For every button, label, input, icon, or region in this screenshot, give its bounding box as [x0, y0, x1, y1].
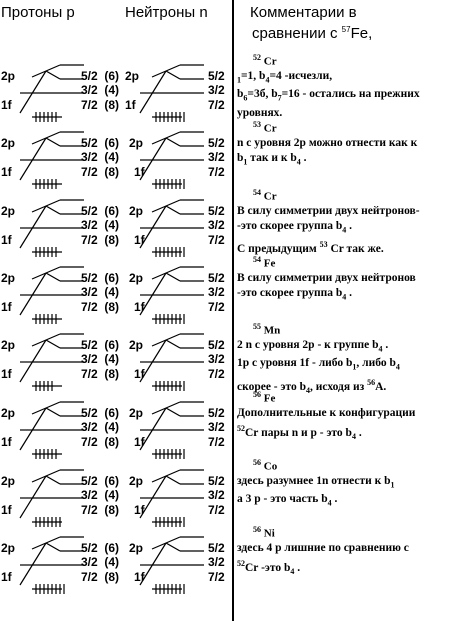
neutron-2p-label: 2p: [125, 69, 140, 83]
proton-2p-label: 2p: [1, 474, 16, 488]
nuclide-element: Fe: [261, 392, 276, 405]
nuclide-mass: 56: [253, 458, 261, 467]
neutron-2p-lower-branch: [166, 340, 180, 348]
subscript: 1: [390, 480, 395, 490]
comment-line: [237, 106, 451, 121]
neutron-2p-lower-branch: [166, 71, 180, 79]
comment-line: [237, 87, 451, 105]
subscript: 4: [395, 362, 400, 372]
subscript: 4: [378, 344, 383, 354]
proton-2p-lower-branch: [46, 71, 60, 79]
nuclide-row: [0, 392, 454, 460]
comment-text: -это скорее группа b: [237, 220, 343, 232]
proton-j-3-2: 3/2 (4): [81, 150, 120, 164]
nuclide-mass: 56: [253, 525, 261, 534]
neutron-2p-label: 2p: [129, 338, 144, 352]
nuclide-title: [253, 525, 275, 540]
neutron-j-7-2: 7/2: [208, 233, 225, 247]
neutron-j-5-2: 5/2: [208, 338, 225, 352]
proton-scheme: [20, 537, 84, 589]
neutron-j-3-2: 3/2: [208, 488, 225, 502]
proton-j-7-2: 7/2 (8): [81, 165, 120, 179]
neutron-1f-label: 1f: [134, 435, 145, 449]
neutron-j-3-2: 3/2: [208, 150, 225, 164]
subscript: 1: [237, 75, 241, 85]
neutron-j-5-2: 5/2: [208, 204, 225, 218]
proton-j-7-2: 7/2 (8): [81, 300, 120, 314]
subscript: 4: [342, 292, 347, 302]
proton-j-7-2: 7/2 (8): [81, 98, 120, 112]
neutron-2p-lower-branch: [166, 138, 180, 146]
subscript: 1: [352, 362, 357, 372]
comment-text: .: [294, 561, 301, 574]
proton-2p-upper-branch: [46, 65, 60, 71]
proton-2p-lower-branch: [46, 543, 60, 551]
proton-2p-upper-branch: [46, 537, 60, 543]
proton-2p-label: 2p: [1, 406, 16, 420]
comment-text: Cr -это b: [245, 561, 291, 574]
neutron-2p-upper-branch: [166, 200, 180, 206]
proton-scheme: [20, 470, 84, 522]
comment-text: -это скорее группа b: [237, 287, 343, 299]
nuclide-comment: [237, 271, 451, 304]
proton-j-7-2: 7/2 (8): [81, 367, 120, 381]
nuclide-mass: 54: [253, 255, 261, 264]
proton-j-5-2: 5/2 (6): [81, 406, 120, 420]
proton-stem: [20, 273, 46, 315]
comment-line: [237, 338, 451, 356]
nuclide-element: Cr: [261, 190, 277, 203]
neutron-1f-label: 1f: [134, 367, 145, 381]
neutron-2p-upper-branch: [166, 402, 180, 408]
subscript: 4: [265, 75, 270, 85]
proton-j-5-2: 5/2 (6): [81, 136, 120, 150]
proton-j-5-2: 5/2 (6): [81, 541, 120, 555]
comment-text: , исходя из: [310, 380, 368, 393]
header-comments-element: Fe,: [350, 25, 373, 42]
neutron-j-5-2: 5/2: [208, 271, 225, 285]
comment-text: =3б, b: [247, 88, 278, 101]
neutron-2p-upper-branch: [166, 334, 180, 340]
neutron-2p-upper-branch: [166, 537, 180, 543]
neutron-j-7-2: 7/2: [208, 367, 225, 381]
comment-text: .: [382, 339, 389, 351]
nuclide-mass: 55: [253, 322, 261, 331]
neutron-j-5-2: 5/2: [208, 474, 225, 488]
neutron-2p-upper-branch: [166, 267, 180, 273]
proton-stem: [20, 138, 46, 180]
comment-line: [237, 474, 451, 492]
comment-text: .: [346, 220, 352, 232]
neutron-scheme: [140, 132, 204, 184]
nuclide-mass: 52: [253, 53, 261, 62]
proton-1f-label: 1f: [1, 300, 12, 314]
comment-text: Дополнительные к конфигурации: [237, 407, 416, 419]
header-comments-line-1: Комментарии в: [250, 4, 357, 21]
proton-2p-upper-branch: [46, 470, 60, 476]
proton-1f-label: 1f: [1, 233, 12, 247]
neutron-scheme: [140, 65, 204, 117]
nuclide-element: Mn: [261, 324, 281, 337]
proton-2p-label: 2p: [1, 338, 16, 352]
neutron-j-7-2: 7/2: [208, 300, 225, 314]
nuclide-row: [0, 55, 454, 123]
comment-text: Cr так же.: [327, 243, 384, 256]
nuclide-title: [253, 255, 275, 270]
nuclide-title: [253, 390, 275, 405]
comment-text: .: [355, 426, 362, 439]
neutron-scheme: [140, 537, 204, 589]
header-protons: Протоны р: [1, 4, 75, 21]
neutron-j-3-2: 3/2: [208, 352, 225, 366]
proton-j-5-2: 5/2 (6): [81, 474, 120, 488]
proton-scheme: [20, 402, 84, 454]
proton-stem: [20, 206, 46, 248]
comment-text: .: [346, 287, 352, 299]
neutron-2p-upper-branch: [166, 470, 180, 476]
neutron-2p-lower-branch: [166, 206, 180, 214]
proton-1f-label: 1f: [1, 98, 12, 112]
neutron-scheme: [140, 402, 204, 454]
neutron-1f-label: 1f: [134, 570, 145, 584]
proton-j-5-2: 5/2 (6): [81, 271, 120, 285]
mass-superscript: 52: [237, 559, 245, 568]
neutron-j-7-2: 7/2: [208, 165, 225, 179]
subscript: 7: [277, 93, 282, 103]
header-comments-line-2: [250, 21, 372, 42]
neutron-j-3-2: 3/2: [208, 285, 225, 299]
nuclide-element: Co: [261, 460, 278, 473]
proton-1f-label: 1f: [1, 435, 12, 449]
nuclide-comment: [237, 69, 451, 121]
proton-j-5-2: 5/2 (6): [81, 338, 120, 352]
neutron-2p-label: 2p: [129, 271, 144, 285]
proton-stem: [20, 340, 46, 382]
proton-1f-label: 1f: [1, 367, 12, 381]
comment-line: [237, 204, 451, 219]
nuclide-comment: [237, 338, 451, 398]
proton-2p-label: 2p: [1, 541, 16, 555]
neutron-1f-label: 1f: [125, 98, 136, 112]
proton-2p-lower-branch: [46, 476, 60, 484]
nuclide-mass: 53: [253, 120, 261, 129]
subscript: 4: [290, 567, 295, 577]
nuclide-title: [253, 53, 277, 68]
comment-line: [237, 69, 451, 87]
proton-2p-lower-branch: [46, 408, 60, 416]
proton-stem: [20, 71, 46, 113]
comment-text: здесь разумнее 1n отнести к b: [237, 475, 391, 487]
proton-2p-upper-branch: [46, 200, 60, 206]
mass-superscript: 56: [367, 377, 376, 387]
neutron-2p-label: 2p: [129, 136, 144, 150]
comment-line: [237, 219, 451, 237]
comment-line: [237, 271, 451, 286]
proton-j-5-2: 5/2 (6): [81, 69, 120, 83]
subscript: 4: [342, 225, 347, 235]
nuclide-comment: [237, 204, 451, 257]
proton-2p-lower-branch: [46, 138, 60, 146]
subscript: 1: [243, 157, 248, 167]
proton-2p-upper-branch: [46, 334, 60, 340]
nuclide-element: Fe: [261, 257, 276, 270]
neutron-j-5-2: 5/2: [208, 69, 225, 83]
proton-scheme: [20, 200, 84, 252]
proton-2p-lower-branch: [46, 340, 60, 348]
proton-j-3-2: 3/2 (4): [81, 218, 120, 232]
proton-2p-label: 2p: [1, 136, 16, 150]
comment-text: здесь 4 р лишние по сравнению с: [237, 542, 409, 554]
neutron-j-3-2: 3/2: [208, 83, 225, 97]
nuclide-row: [0, 527, 454, 595]
nuclide-row: [0, 322, 454, 395]
proton-1f-label: 1f: [1, 570, 12, 584]
proton-stem: [20, 408, 46, 450]
comment-text: =4 -исчезли,: [269, 70, 333, 82]
proton-2p-lower-branch: [46, 206, 60, 214]
proton-scheme: [20, 65, 84, 117]
nuclide-comment: [237, 136, 451, 169]
comment-text: b: [237, 88, 244, 101]
proton-j-7-2: 7/2 (8): [81, 233, 120, 247]
nuclide-row: [0, 257, 454, 325]
proton-j-3-2: 3/2 (4): [81, 83, 120, 97]
comment-line: [237, 556, 451, 579]
comment-text: =1, b: [241, 70, 266, 82]
nuclide-element: Cr: [261, 122, 277, 135]
neutron-2p-upper-branch: [166, 65, 180, 71]
subscript: 4: [327, 498, 332, 508]
header-comments: [250, 4, 372, 42]
comment-text: , либо b: [356, 357, 396, 370]
nuclide-comment: [237, 474, 451, 511]
proton-j-7-2: 7/2 (8): [81, 435, 120, 449]
nuclide-mass: 56: [253, 390, 261, 399]
neutron-j-3-2: 3/2: [208, 218, 225, 232]
proton-scheme: [20, 132, 84, 184]
proton-particle-ticks: [36, 517, 60, 527]
mass-superscript: 53: [319, 240, 328, 250]
nuclide-element: Ni: [261, 527, 275, 540]
comment-text: b: [237, 152, 244, 164]
neutron-j-3-2: 3/2: [208, 555, 225, 569]
nuclide-element: Cr: [261, 55, 277, 68]
neutron-2p-label: 2p: [129, 541, 144, 555]
comment-text: а 3 р - это часть b: [237, 493, 328, 506]
proton-2p-upper-branch: [46, 267, 60, 273]
neutron-stem: [140, 71, 166, 113]
neutron-2p-upper-branch: [166, 132, 180, 138]
proton-scheme: [20, 267, 84, 319]
neutron-2p-lower-branch: [166, 476, 180, 484]
comment-line: [237, 541, 451, 556]
comment-text: С предыдущим: [237, 243, 320, 256]
comment-text: 1р с уровня 1f - либо b: [237, 357, 353, 370]
comment-text: уровнях.: [237, 106, 283, 119]
neutron-scheme: [140, 267, 204, 319]
comment-text: В силу симметрии двух нейтронов: [237, 272, 416, 284]
subscript: 4: [306, 385, 310, 395]
proton-2p-label: 2p: [1, 204, 16, 218]
subscript: 4: [351, 432, 356, 442]
proton-2p-upper-branch: [46, 132, 60, 138]
neutron-j-7-2: 7/2: [208, 98, 225, 112]
proton-stem: [20, 543, 46, 585]
proton-stem: [20, 476, 46, 518]
header-neutrons: Нейтроны n: [125, 4, 208, 21]
comment-line: [237, 151, 451, 169]
proton-2p-label: 2p: [1, 271, 16, 285]
nuclide-row: [0, 460, 454, 528]
comment-line: [237, 492, 451, 510]
comment-text: Cr пары n и р - это b: [245, 426, 352, 439]
comment-text: так и к b: [247, 152, 297, 164]
comment-text: В силу симметрии двух нейтронов-: [237, 205, 420, 217]
nuclide-title: [253, 322, 280, 337]
nuclide-title: [253, 458, 277, 473]
proton-2p-label: 2p: [1, 69, 16, 83]
neutron-1f-label: 1f: [134, 165, 145, 179]
proton-j-3-2: 3/2 (4): [81, 488, 120, 502]
neutron-2p-lower-branch: [166, 408, 180, 416]
subscript: 6: [243, 93, 248, 103]
neutron-j-5-2: 5/2: [208, 406, 225, 420]
neutron-2p-label: 2p: [129, 204, 144, 218]
comment-line: [237, 356, 451, 374]
neutron-j-3-2: 3/2: [208, 420, 225, 434]
neutron-scheme: [140, 334, 204, 386]
comment-line: [237, 406, 451, 421]
neutron-2p-label: 2p: [129, 406, 144, 420]
nuclide-mass: 54: [253, 188, 261, 197]
neutron-scheme: [140, 200, 204, 252]
comment-text: .: [300, 152, 307, 164]
proton-j-3-2: 3/2 (4): [81, 555, 120, 569]
comment-text: 2 n с уровня 2р - к группе b: [237, 339, 379, 351]
proton-1f-label: 1f: [1, 165, 12, 179]
neutron-2p-lower-branch: [166, 273, 180, 281]
comment-line: [237, 136, 451, 151]
neutron-1f-label: 1f: [134, 300, 145, 314]
neutron-j-7-2: 7/2: [208, 570, 225, 584]
proton-j-5-2: 5/2 (6): [81, 204, 120, 218]
comment-text: =16 - остались на прежних: [281, 88, 420, 101]
comment-text: .: [331, 493, 338, 506]
proton-j-7-2: 7/2 (8): [81, 570, 120, 584]
neutron-j-5-2: 5/2: [208, 136, 225, 150]
proton-1f-label: 1f: [1, 503, 12, 517]
proton-j-3-2: 3/2 (4): [81, 285, 120, 299]
header-comments-prefix: сравнении с: [252, 25, 342, 42]
neutron-1f-label: 1f: [134, 503, 145, 517]
neutron-j-7-2: 7/2: [208, 435, 225, 449]
nuclide-title: [253, 188, 277, 203]
proton-2p-upper-branch: [46, 402, 60, 408]
mass-superscript: 52: [237, 424, 245, 433]
neutron-j-5-2: 5/2: [208, 541, 225, 555]
proton-j-3-2: 3/2 (4): [81, 420, 120, 434]
subscript: 4: [296, 157, 301, 167]
comment-text: n с уровня 2р можно отнести как к: [237, 137, 418, 149]
nuclide-row: [0, 122, 454, 190]
neutron-2p-label: 2p: [129, 474, 144, 488]
nuclide-row: [0, 190, 454, 258]
neutron-2p-lower-branch: [166, 543, 180, 551]
comment-line: [237, 286, 451, 304]
neutron-j-7-2: 7/2: [208, 503, 225, 517]
proton-2p-lower-branch: [46, 273, 60, 281]
proton-j-7-2: 7/2 (8): [81, 503, 120, 517]
nuclide-comment: [237, 406, 451, 444]
header-comments-mass: 57: [341, 25, 351, 34]
proton-scheme: [20, 334, 84, 386]
comment-text: A.: [375, 380, 387, 393]
nuclide-title: [253, 120, 277, 135]
comment-line: [237, 421, 451, 444]
proton-j-3-2: 3/2 (4): [81, 352, 120, 366]
nuclide-comment: [237, 541, 451, 579]
neutron-1f-label: 1f: [134, 233, 145, 247]
comment-text: скорее - это b: [237, 380, 306, 393]
neutron-scheme: [140, 470, 204, 522]
